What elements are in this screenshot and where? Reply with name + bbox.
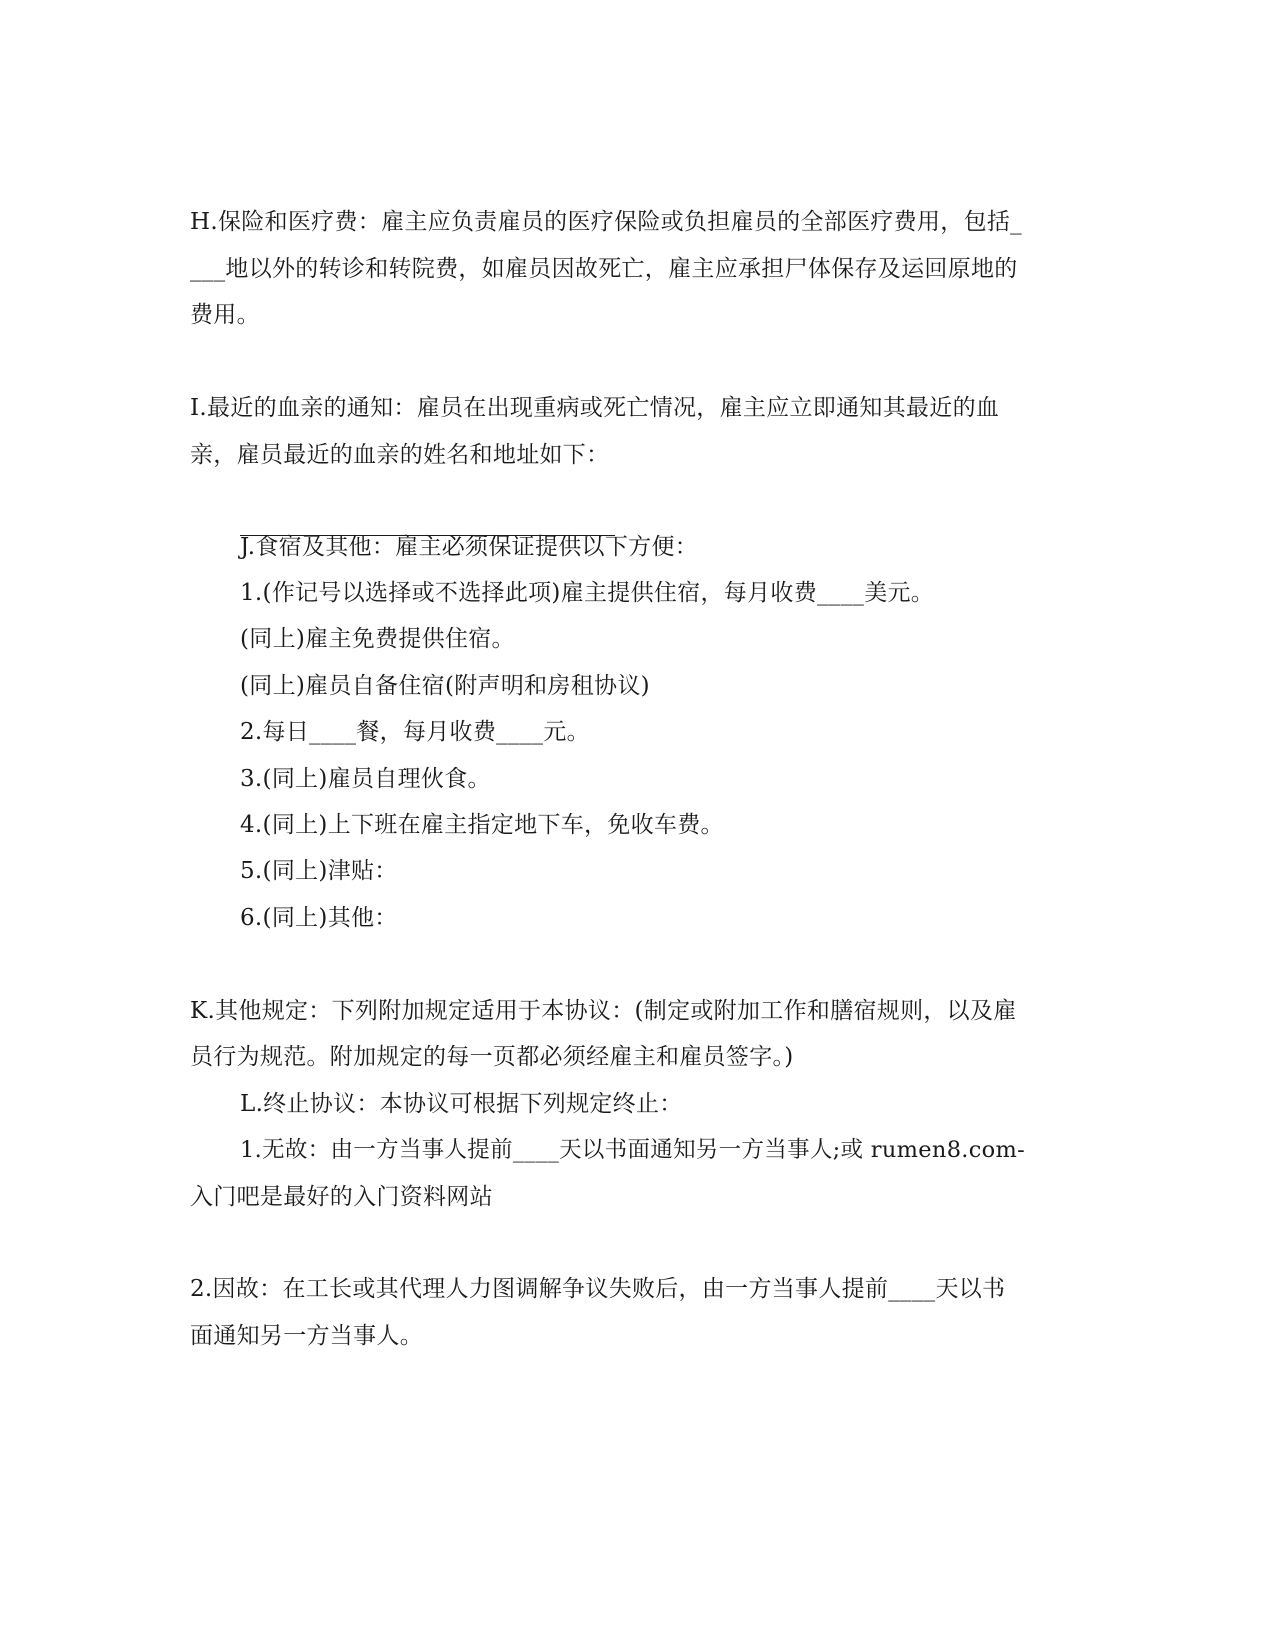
section-j-item-2: 2.每日____餐，每月收费____元。 xyxy=(240,719,590,745)
section-h-line-3: 费用。 xyxy=(190,302,260,328)
section-j-item-1-alt-1: (同上)雇主免费提供住宿。 xyxy=(240,626,515,652)
section-j-item-4: 4.(同上)上下班在雇主指定地下车，免收车费。 xyxy=(240,812,724,838)
section-l-item-2-line-1: 2.因故：在工长或其代理人力图调解争议失败后，由一方当事人提前____天以书 xyxy=(190,1276,1006,1302)
section-k-line-2: 员行为规范。附加规定的每一页都必须经雇主和雇员签字。) xyxy=(190,1044,794,1070)
section-j-heading: J.食宿及其他：雇主必须保证提供以下方便： xyxy=(240,534,699,560)
section-l-item-2-line-2: 面通知另一方当事人。 xyxy=(190,1323,423,1349)
section-j-item-3: 3.(同上)雇员自理伙食。 xyxy=(240,766,491,792)
section-h-line-1: H.保险和医疗费：雇主应负责雇员的医疗保险或负担雇员的全部医疗费用，包括_ xyxy=(190,209,1022,235)
section-j-item-6: 6.(同上)其他： xyxy=(240,905,398,931)
section-l-item-1-line-1: 1.无故：由一方当事人提前____天以书面通知另一方当事人;或 rumen8.com- xyxy=(240,1137,1026,1163)
section-j-item-1: 1.(作记号以选择或不选择此项)雇主提供住宿，每月收费____美元。 xyxy=(240,580,935,606)
section-h-line-2: ___地以外的转诊和转院费，如雇员因故死亡，雇主应承担尸体保存及运回原地的 xyxy=(190,256,1018,282)
section-l-item-1-line-2: 入门吧是最好的入门资料网站 xyxy=(190,1184,493,1210)
section-j-item-1-alt-2: (同上)雇员自备住宿(附声明和房租协议) xyxy=(240,673,650,699)
section-j-item-5: 5.(同上)津贴： xyxy=(240,858,398,884)
section-i-line-1: I.最近的血亲的通知：雇员在出现重病或死亡情况，雇主应立即通知其最近的血 xyxy=(190,395,1000,421)
section-i-line-2: 亲，雇员最近的血亲的姓名和地址如下： xyxy=(190,442,610,468)
section-k-line-1: K.其他规定：下列附加规定适用于本协议：(制定或附加工作和膳宿规则，以及雇 xyxy=(190,998,1017,1024)
section-l-heading: L.终止协议：本协议可根据下列规定终止： xyxy=(240,1091,683,1117)
